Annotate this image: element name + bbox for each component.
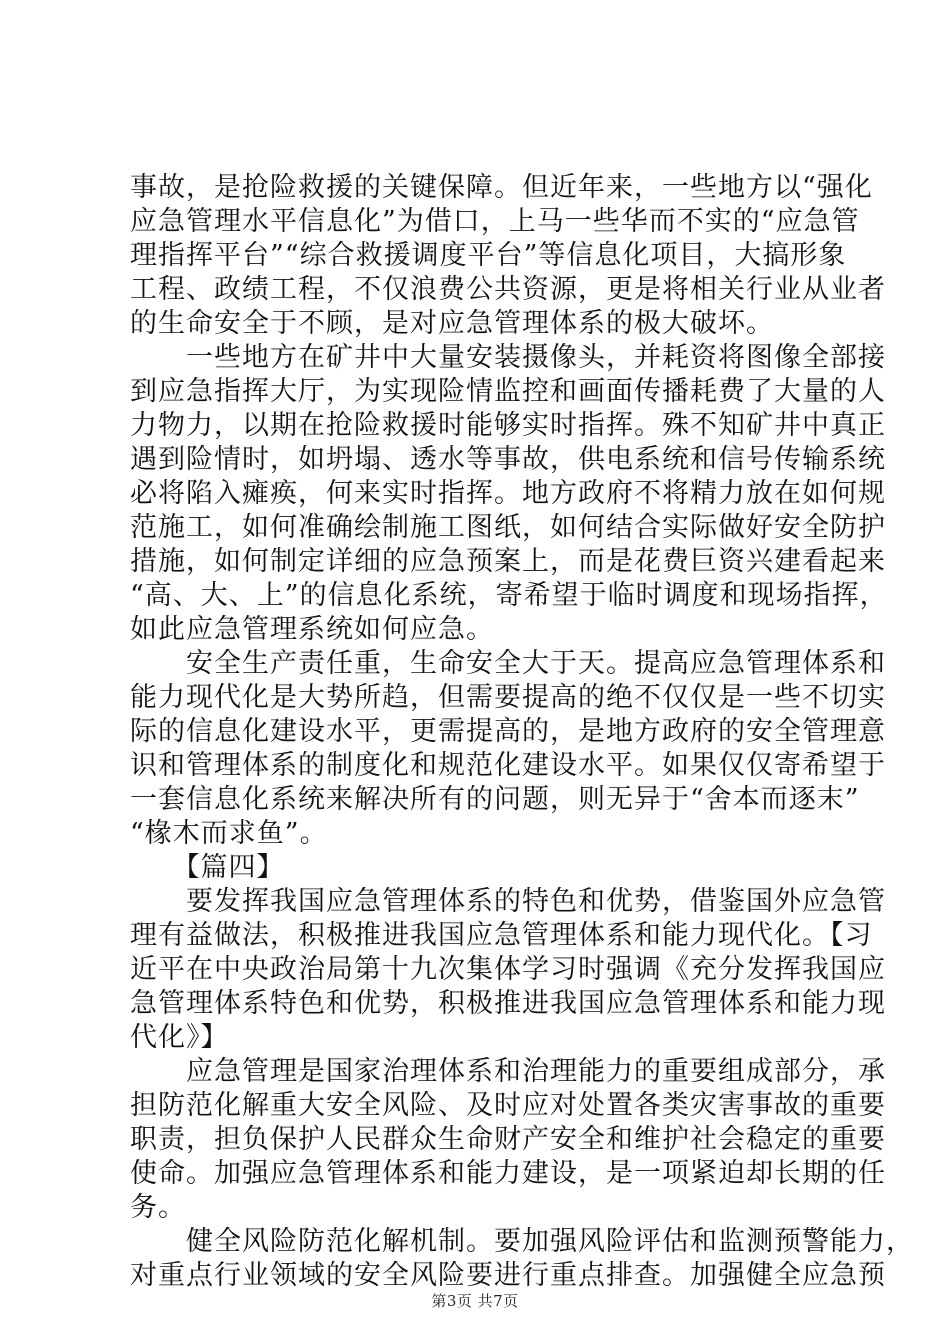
text-line: 近平在中央政治局第十九次集体学习时强调《充分发挥我国应 [130,954,886,985]
text-line: 健全风险防范化解机制。要加强风险评估和监测预警能力， [130,1226,914,1257]
text-line: 事故，是抢险救援的关键保障。但近年来，一些地方以“强化 [130,172,873,203]
text-line: 担防范化解重大安全风险、及时应对处置各类灾害事故的重要 [130,1090,886,1121]
text-line: 急管理体系特色和优势，积极推进我国应急管理体系和能力现 [130,988,886,1019]
text-line: 安全生产责任重，生命安全大于天。提高应急管理体系和 [130,648,886,679]
text-line: 使命。加强应急管理体系和能力建设，是一项紧迫却长期的任 [130,1158,886,1189]
section-heading: 【篇四】 [130,852,285,883]
page-footer: 第3页 共7页 [431,1292,519,1310]
text-line: 一套信息化系统来解决所有的问题，则无异于“舍本而逐末” [130,784,860,815]
text-line: 识和管理体系的制度化和规范化建设水平。如果仅仅寄希望于 [130,750,886,781]
text-line: 措施，如何制定详细的应急预案上，而是花费巨资兴建看起来 [130,546,886,577]
text-line: 如此应急管理系统如何应急。 [130,614,494,645]
text-line: “高、大、上”的信息化系统，寄希望于临时调度和现场指挥， [130,580,888,611]
text-line: 代化》】 [130,1022,229,1053]
text-line: 理指挥平台”“综合救援调度平台”等信息化项目，大搞形象 [130,240,847,271]
text-line: 力物力，以期在抢险救援时能够实时指挥。殊不知矿井中真正 [130,410,886,441]
text-line: 对重点行业领域的安全风险要进行重点排查。加强健全应急预 [130,1260,886,1291]
text-line: 工程、政绩工程，不仅浪费公共资源，更是将相关行业从业者 [130,274,886,305]
text-line: 务。 [130,1192,186,1223]
text-line: 理有益做法，积极推进我国应急管理体系和能力现代化。【习 [130,920,873,951]
text-line: 职责，担负保护人民群众生命财产安全和维护社会稳定的重要 [130,1124,886,1155]
text-line: 一些地方在矿井中大量安装摄像头，并耗资将图像全部接 [130,342,886,373]
text-line: 遇到险情时，如坍塌、透水等事故，供电系统和信号传输系统 [130,444,886,475]
text-line: 应急管理是国家治理体系和治理能力的重要组成部分，承 [130,1056,886,1087]
text-line: 应急管理水平信息化”为借口，上马一些华而不实的“应急管 [130,206,860,237]
text-line: 的生命安全于不顾，是对应急管理体系的极大破坏。 [130,308,774,339]
text-line: 要发挥我国应急管理体系的特色和优势，借鉴国外应急管 [130,886,886,917]
text-line: 际的信息化建设水平，更需提高的，是地方政府的安全管理意 [130,716,886,747]
text-line: 范施工，如何准确绘制施工图纸，如何结合实际做好安全防护 [130,512,886,543]
text-line: 必将陷入瘫痪，何来实时指挥。地方政府不将精力放在如何规 [130,478,886,509]
text-line: 能力现代化是大势所趋，但需要提高的绝不仅仅是一些不切实 [130,682,886,713]
text-line: “椽木而求鱼”。 [130,818,328,849]
text-line: 到应急指挥大厅，为实现险情监控和画面传播耗费了大量的人 [130,376,886,407]
